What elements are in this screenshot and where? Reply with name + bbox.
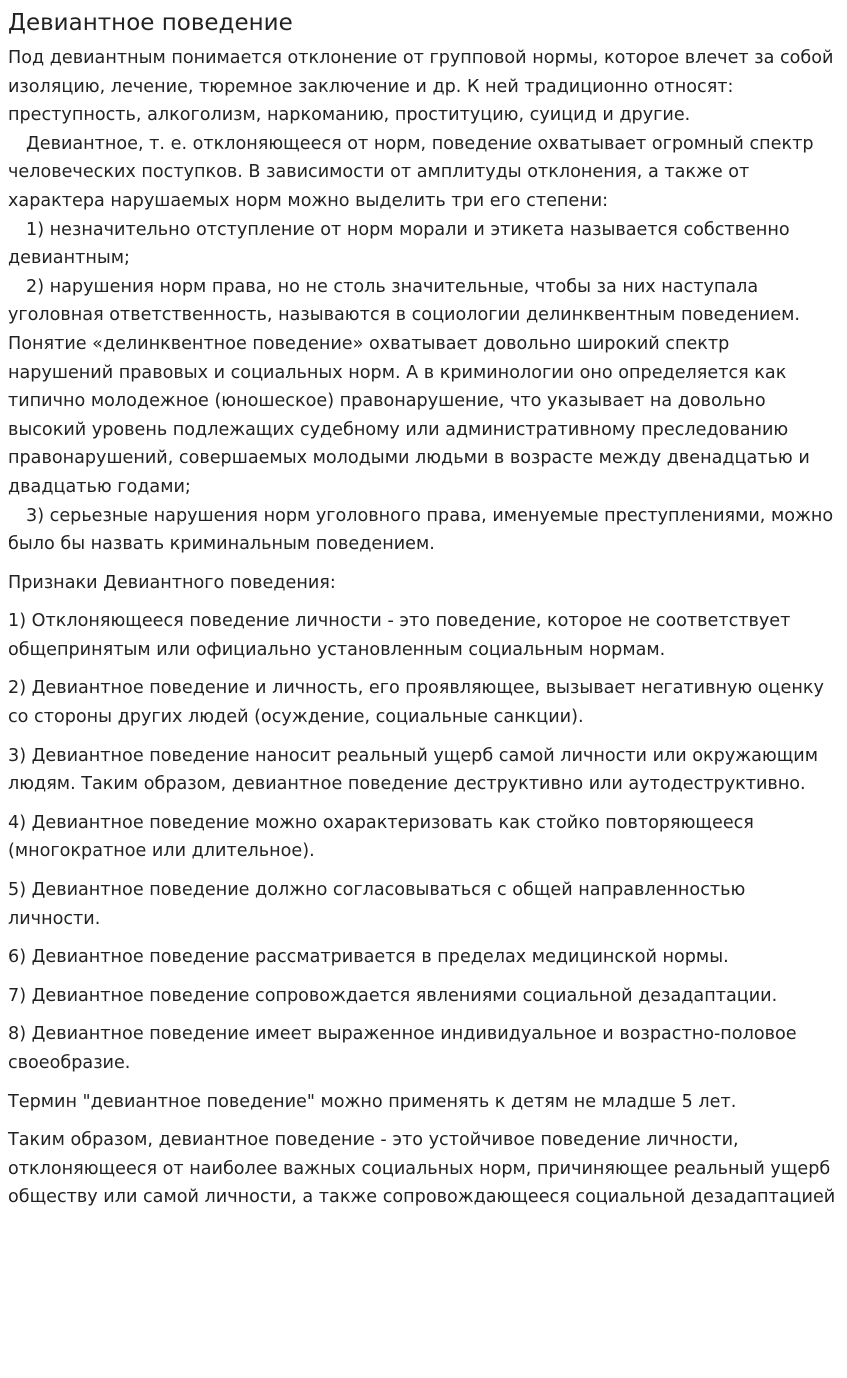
sign-item-1-text: 1) Отклоняющееся поведение личности - это поведение, которое не соответствует общепринятым или официально установленным социальным нормам. — [8, 611, 791, 660]
conclusion-paragraph: Таким образом, девиантное поведение - это устойчивое поведение личности, отклоняющееся от наиболее важных социальных норм, причиняющее реальный ущерб обществу или самой личности, а также сопровождающееся социальной дезадаптацией — [8, 1130, 836, 1208]
degrees-intro-paragraph: Девиантное, т. е. отклоняющееся от норм, поведение охватывает огромный спектр человеческих поступков. В зависимости от амплитуды отклонения, а также от характера нарушаемых норм можно выделить три его степени: — [8, 133, 814, 211]
sign-item-8: 8) Девиантное поведение имеет выраженное индивидуальное и возрастно-половое своеобразие. — [8, 1024, 797, 1073]
sign-item-1 — [8, 607, 839, 664]
degree-item-1: 1) незначительно отступление от норм морали и этикета называется собственно девиантным; — [8, 219, 790, 269]
intro-paragraph: Под девиантным понимается отклонение от групповой нормы, которое влечет за собой изоляцию, лечение, тюремное заключение и др. К ней традиционно относят: преступность, алкоголизм, наркоманию, проституцию, суицид и другие. — [8, 48, 834, 126]
sign-item-2: 2) Девиантное поведение и личность, его проявляющее, вызывает негативную оценку со стороны других людей (осуждение, социальные санкции). — [8, 678, 824, 728]
page-title: Девиантное поведение — [8, 10, 293, 36]
sign-item-3: 3) Девиантное поведение наносит реальный ущерб самой личности или окружающим людям. Таким образом, девиантное поведение деструктивно или аутодеструктивно. — [8, 745, 818, 795]
signs-heading: Признаки Девиантного поведения: — [8, 572, 336, 593]
sign-item-4: 4) Девиантное поведение можно охарактеризовать как стойко повторяющееся (многократное или длительное). — [8, 812, 754, 862]
degree-item-2: 2) нарушения норм права, но не столь значительные, чтобы за них наступала уголовная ответственность, называются в социологии делинквентным поведением. Понятие «делинквентное поведение» охватывает довольно широкий спектр нарушений правовых и социальных норм. А в криминологии оно определяется как типично молодежное (юношеское) правонарушение, что указывает на довольно высокий уровень подлежащих судебному или административному преследованию правонарушений, совершаемых молодыми людьми в возрасте между двенадцатью и двадцатью годами; — [8, 276, 810, 497]
document — [0, 9, 847, 1212]
sign-item-7: 7) Девиантное поведение сопровождается явлениями социальной дезадаптации. — [8, 985, 778, 1006]
age-note: Термин "девиантное поведение" можно применять к детям не младше 5 лет. — [8, 1091, 737, 1112]
degree-item-3: 3) серьезные нарушения норм уголовного права, именуемые преступлениями, можно было бы назвать криминальным поведением. — [8, 505, 834, 555]
signs-section — [8, 569, 839, 1212]
intro-section — [8, 44, 839, 559]
sign-item-6: 6) Девиантное поведение рассматривается в пределах медицинской нормы. — [8, 947, 729, 968]
sign-item-5: 5) Девиантное поведение должно согласовываться с общей направленностью личности. — [8, 880, 746, 929]
